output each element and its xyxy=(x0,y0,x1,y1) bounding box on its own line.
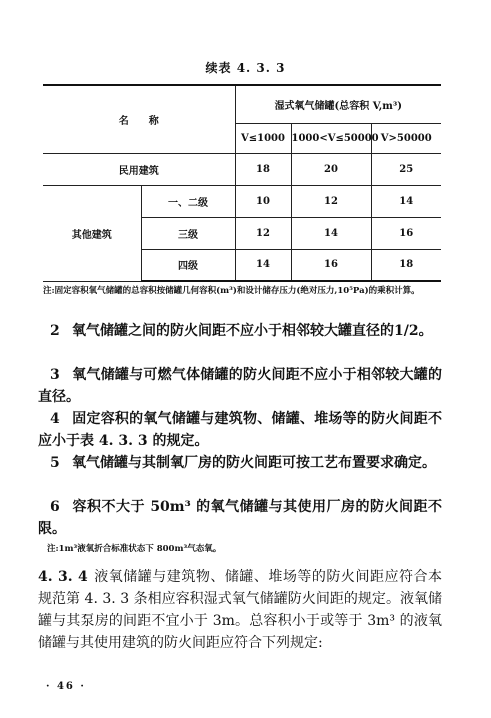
row-civil-label: 民用建筑 xyxy=(43,153,235,185)
table-cell: 14 xyxy=(235,249,291,281)
section-text: 液氧储罐与建筑物、储罐、堆场等的防火间距应符合本规范第 4. 3. 3 条相应容积湿式氧气储罐防火间距的规定。液氧储罐与其泵房的间距不宜小于 3m。总容积小于或等于 3m³ 的液氧储罐与其使用建筑的防火间距应符合下列规定: xyxy=(38,569,442,651)
clause-text: 氧气储罐与其制氧厂房的防火间距可按工艺布置要求确定。 xyxy=(72,455,436,471)
table-cell: 18 xyxy=(371,249,441,281)
grade-label: 三级 xyxy=(141,217,235,249)
table-cell: 18 xyxy=(235,153,291,185)
table-cell: 16 xyxy=(371,217,441,249)
clause-text: 氧气储罐之间的防火间距不应小于相邻较大罐直径的1/2。 xyxy=(72,323,433,339)
table-cell: 12 xyxy=(235,217,291,249)
table-note: 注:固定容积氧气储罐的总容积按储罐几何容积(m³)和设计储存压力(绝对压力,10⁵Pa)的乘积计算。 xyxy=(43,286,420,296)
clause-item-6 xyxy=(38,496,442,540)
table-cell: 12 xyxy=(291,185,371,217)
clause-item-3 xyxy=(38,364,442,408)
table-cell: 14 xyxy=(371,185,441,217)
table-cell: 14 xyxy=(291,217,371,249)
table-cell: 16 xyxy=(291,249,371,281)
header-col-3: V>50000 xyxy=(371,123,441,153)
clause-text: 固定容积的氧气储罐与建筑物、储罐、堆场等的防火间距不应小于表 4. 3. 3 的规定。 xyxy=(38,411,442,449)
table-cell: 25 xyxy=(371,153,441,185)
clause-number: 2 xyxy=(50,323,60,339)
section-4-3-4 xyxy=(38,566,442,654)
liquid-oxygen-note: 注:1m³液氧折合标准状态下 800m³气态氧。 xyxy=(47,544,222,554)
clause-text: 氧气储罐与可燃气体储罐的防火间距不应小于相邻较大罐的直径。 xyxy=(38,367,442,405)
header-col-2: 1000<V≤50000 xyxy=(291,123,371,153)
header-name: 名 称 xyxy=(43,85,235,153)
clause-number: 5 xyxy=(50,455,60,471)
clause-text: 容积不大于 50m³ 的氧气储罐与其使用厂房的防火间距不限。 xyxy=(38,499,442,537)
row-other-label: 其他建筑 xyxy=(43,185,141,281)
page-number: · 46 · xyxy=(46,681,86,692)
fire-distance-table xyxy=(43,84,441,282)
grade-label: 四级 xyxy=(141,249,235,281)
clause-item-5 xyxy=(38,452,442,474)
clause-number: 3 xyxy=(50,367,60,383)
table-cell: 20 xyxy=(291,153,371,185)
header-col-1: V≤1000 xyxy=(235,123,291,153)
section-number: 4. 3. 4 xyxy=(38,569,88,585)
clause-item-2 xyxy=(38,320,442,342)
header-group: 湿式氧气储罐(总容积 V,m³) xyxy=(235,85,441,123)
table-cell: 10 xyxy=(235,185,291,217)
grade-label: 一、二级 xyxy=(141,185,235,217)
table-caption: 续表 4. 3. 3 xyxy=(205,61,286,75)
clause-number: 4 xyxy=(50,411,60,427)
clause-number: 6 xyxy=(50,499,60,515)
clause-item-4 xyxy=(38,408,442,452)
